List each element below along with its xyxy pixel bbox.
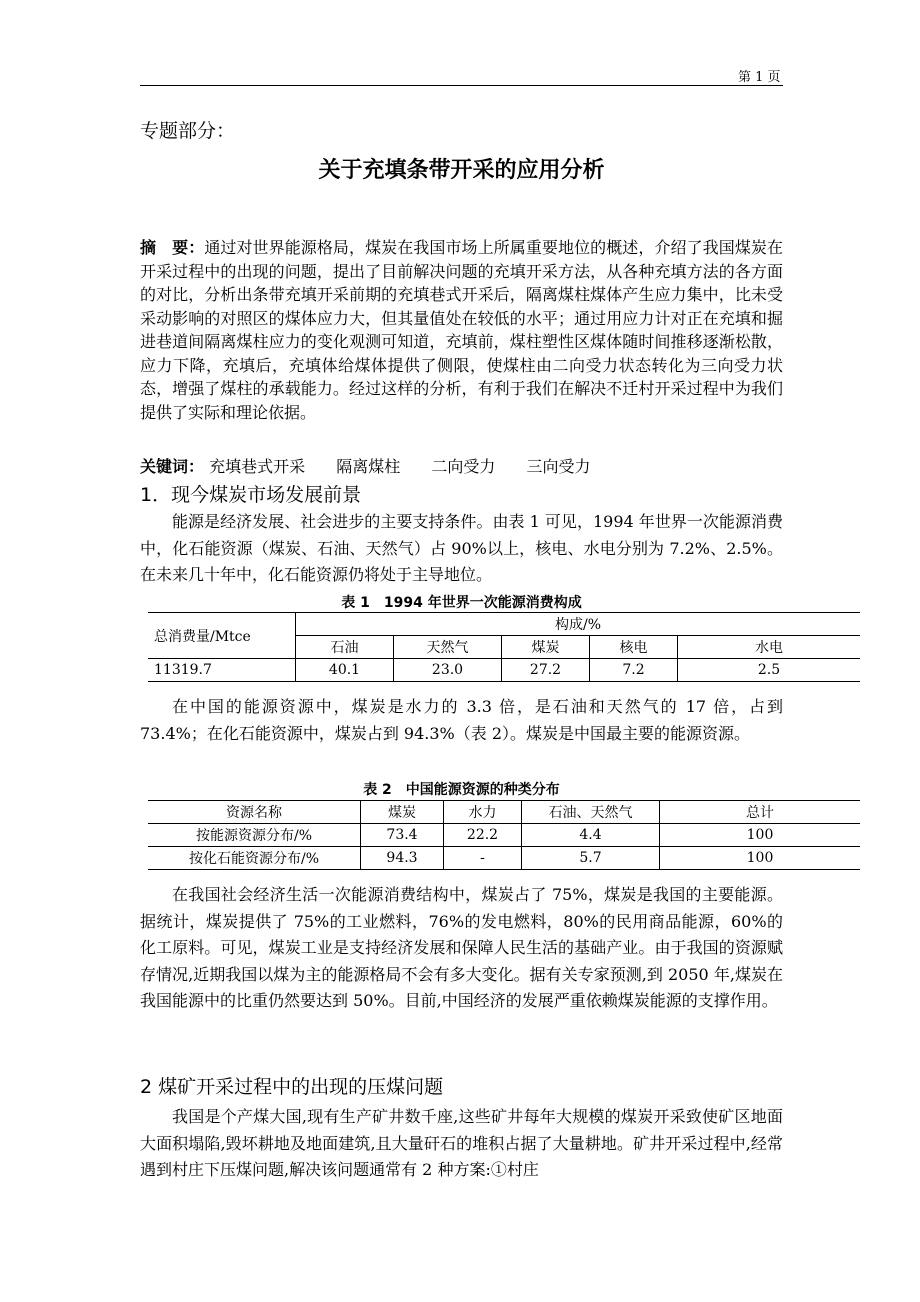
table-2-header: 石油、天然气 [522, 801, 660, 824]
header-rule [140, 85, 783, 86]
table-1-header-total: 总消费量/Mtce [148, 613, 296, 659]
keyword: 二向受力 [431, 457, 496, 476]
table-1-col: 天然气 [394, 636, 502, 659]
table-2-header: 资源名称 [148, 801, 361, 824]
table-2-cell: 按能源资源分布/% [148, 824, 361, 847]
keywords [140, 454, 616, 477]
table-1-cell: 7.2 [590, 659, 678, 682]
table-2-cell: 按化石能资源分布/% [148, 847, 361, 870]
paragraph-2: 在中国的能源资源中，煤炭是水力的 3.3 倍，是石油和天然气的 17 倍，占到 73.4%；在化石能资源中，煤炭占到 94.3%（表 2）。煤炭是中国最主要的能源资源。 [140, 697, 783, 743]
section-label: 专题部分： [140, 120, 236, 142]
keyword: 三向受力 [526, 457, 591, 476]
section-1-heading: 1．现今煤炭市场发展前景 [140, 484, 362, 506]
abstract-label: 摘 要： [140, 238, 205, 257]
table-2 [148, 800, 860, 870]
abstract-text: 通过对世界能源格局，煤炭在我国市场上所属重要地位的概述，介绍了我国煤炭在开采过程中的出现的问题，提出了目前解决问题的充填开采方法，从各种充填方法的各方面的对比，分析出条带充填开采前期的充填巷式开采后，隔离煤柱煤体产生应力集中，比未受采动影响的对照区的煤体应力大，但其量值处在较低的水平；通过用应力计对正在充填和掘进巷道间隔离煤柱应力的变化观测可知道，充填前，煤柱塑性区煤体随时间推移逐渐松散，应力下降，充填后，充填体给煤体提供了侧限，使煤柱由二向受力状态转化为三向受力状态，增强了煤柱的承载能力。经过这样的分析，有利于我们在解决不迁村开采过程中为我们提供了实际和理论依据。 [140, 238, 783, 422]
table-1-col: 核电 [590, 636, 678, 659]
document-title: 关于充填条带开采的应用分析 [318, 158, 605, 183]
table-1 [148, 612, 860, 682]
table-1-header-composition: 构成/% [296, 613, 861, 636]
table-2-header: 水力 [444, 801, 522, 824]
table-1-caption: 表 1 1994 年世界一次能源消费构成 [341, 595, 582, 611]
table-2-cell: 94.3 [361, 847, 444, 870]
table-1-col: 煤炭 [502, 636, 590, 659]
table-2-cell: 4.4 [522, 824, 660, 847]
table-2-caption: 表 2 中国能源资源的种类分布 [363, 782, 560, 798]
table-2-header: 总计 [660, 801, 861, 824]
abstract [140, 236, 783, 424]
section-1-paragraph: 能源是经济发展、社会进步的主要支持条件。由表 1 可见，1994 年世界一次能源消费中，化石能资源（煤炭、石油、天然气）占 90%以上，核电、水电分别为 7.2%、2.5%。在未来几十年中，化石能资源仍将处于主导地位。 [140, 512, 783, 584]
table-2-cell: 5.7 [522, 847, 660, 870]
keywords-label: 关键词： [140, 457, 205, 476]
table-2-cell: 73.4 [361, 824, 444, 847]
table-1-cell: 23.0 [394, 659, 502, 682]
table-2-cell: 100 [660, 847, 861, 870]
table-2-cell: 100 [660, 824, 861, 847]
paragraph-3: 在我国社会经济生活一次能源消费结构中，煤炭占了 75%，煤炭是我国的主要能源。据统计，煤炭提供了 75%的工业燃料，76%的发电燃料，80%的民用商品能源，60%的化工原料。可见，煤炭工业是支持经济发展和保障人民生活的基础产业。由于我国的资源赋存情况,近期我国以煤为主的能源格局不会有多大变化。据有关专家预测,到 2050 年,煤炭在我国能源中的比重仍然要达到 50%。目前,中国经济的发展严重依赖煤炭能源的支撑作用。 [140, 885, 783, 1010]
table-1-cell: 11319.7 [148, 659, 296, 682]
table-2-cell: 22.2 [444, 824, 522, 847]
table-1-cell: 40.1 [296, 659, 394, 682]
table-1-cell: 2.5 [678, 659, 861, 682]
section-2-paragraph: 我国是个产煤大国,现有生产矿井数千座,这些矿井每年大规模的煤炭开采致使矿区地面大面积塌陷,毁坏耕地及地面建筑,且大量矸石的堆积占据了大量耕地。矿井开采过程中,经常遇到村庄下压煤问题,解决该问题通常有 2 种方案:①村庄 [140, 1107, 783, 1179]
table-2-cell: - [444, 847, 522, 870]
table-1-col: 石油 [296, 636, 394, 659]
table-2-header: 煤炭 [361, 801, 444, 824]
keyword: 隔离煤柱 [336, 457, 401, 476]
table-1-cell: 27.2 [502, 659, 590, 682]
section-2-heading: 2 煤矿开采过程中的出现的压煤问题 [140, 1076, 444, 1098]
keyword: 充填巷式开采 [209, 457, 306, 476]
table-1-col: 水电 [678, 636, 861, 659]
page-number: 第 1 页 [738, 70, 781, 85]
